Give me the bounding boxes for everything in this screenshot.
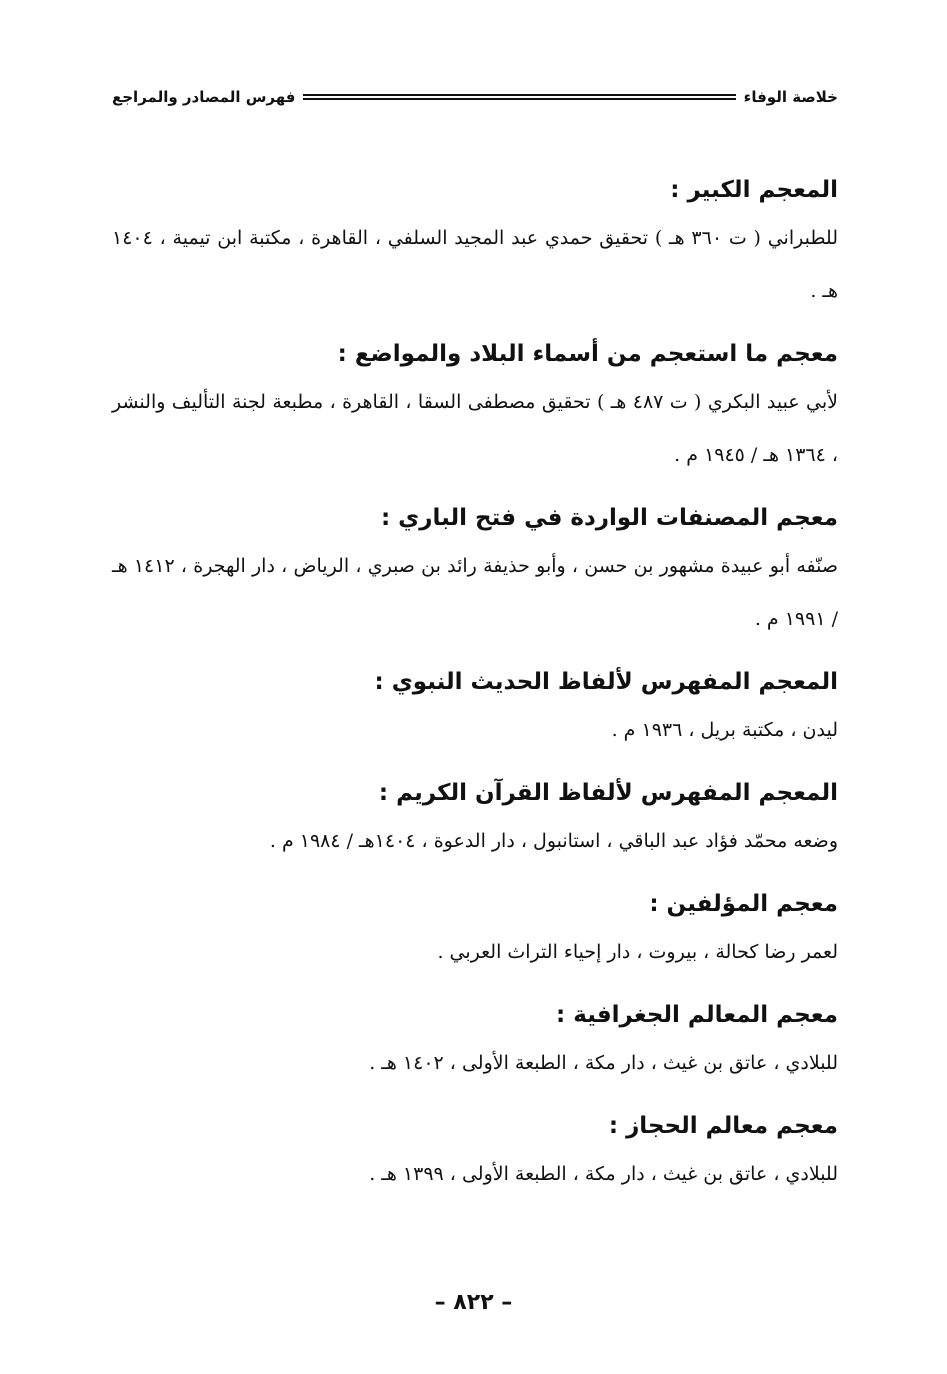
entry-text: صنّفه أبو عبيدة مشهور بن حسن ، وأبو حذيفة رائد بن صبري ، الرياض ، دار الهجرة ، ١٤١٢ هـ / ١٩٩١ م . xyxy=(112,555,838,630)
bibliography-list xyxy=(112,168,838,1215)
entry-text: وضعه محمّد فؤاد عبد الباقي ، استانبول ، دار الدعوة ، ١٤٠٤هـ / ١٩٨٤ م . xyxy=(269,830,838,852)
entry-title: معجم معالم الحجاز : xyxy=(608,1113,838,1139)
running-header xyxy=(112,82,838,112)
page-number: – ٨٢٢ – xyxy=(434,1290,513,1315)
entry-text: للطبراني ( ت ٣٦٠ هـ ) تحقيق حمدي عبد المجيد السلفي ، القاهرة ، مكتبة ابن تيمية ، ١٤٠٤ هـ . xyxy=(112,227,838,302)
section-title: فهرس المصادر والمراجع xyxy=(112,88,296,106)
bibliography-entry xyxy=(112,168,838,318)
entry-title: المعجم المفهرس لألفاظ الحديث النبوي : xyxy=(374,669,838,695)
entry-title: المعجم المفهرس لألفاظ القرآن الكريم : xyxy=(378,780,838,806)
entry-title: المعجم الكبير : xyxy=(670,177,838,203)
entry-text: لأبي عبيد البكري ( ت ٤٨٧ هـ ) تحقيق مصطفى السقا ، القاهرة ، مطبعة لجنة التأليف والنشر ، ١٣٦٤ هـ / ١٩٤٥ م . xyxy=(112,391,838,466)
entry-title: معجم ما استعجم من أسماء البلاد والمواضع : xyxy=(337,341,838,367)
entry-text: للبلادي ، عاتق بن غيث ، دار مكة ، الطبعة الأولى ، ١٤٠٢ هـ . xyxy=(369,1052,838,1074)
entry-title: معجم المؤلفين : xyxy=(649,891,838,917)
bibliography-entry xyxy=(112,496,838,646)
bibliography-entry xyxy=(112,993,838,1090)
entry-title: معجم المصنفات الواردة في فتح الباري : xyxy=(380,505,838,531)
bibliography-entry xyxy=(112,771,838,868)
header-rule xyxy=(303,94,735,100)
bibliography-entry xyxy=(112,660,838,757)
bibliography-entry xyxy=(112,1104,838,1201)
entry-text: لعمر رضا كحالة ، بيروت ، دار إحياء التراث العربي . xyxy=(437,941,838,963)
book-title: خلاصة الوفاء xyxy=(743,88,838,106)
bibliography-entry xyxy=(112,332,838,482)
entry-text: ليدن ، مكتبة بريل ، ١٩٣٦ م . xyxy=(611,719,838,741)
entry-title: معجم المعالم الجغرافية : xyxy=(556,1002,838,1028)
entry-text: للبلادي ، عاتق بن غيث ، دار مكة ، الطبعة الأولى ، ١٣٩٩ هـ . xyxy=(369,1163,838,1185)
bibliography-entry xyxy=(112,882,838,979)
